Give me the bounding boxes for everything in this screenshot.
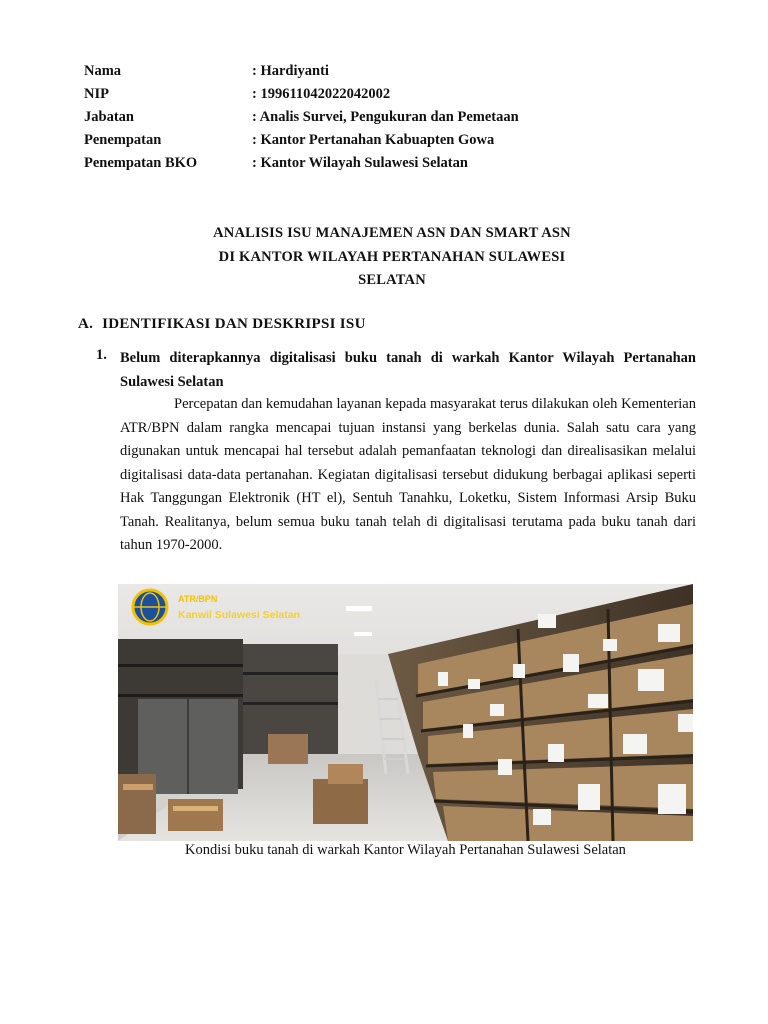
title-line-3: SELATAN — [358, 272, 426, 288]
info-label: NIP — [84, 86, 109, 102]
title-line-2: DI KANTOR WILAYAH PERTANAHAN SULAWESI — [218, 248, 566, 265]
photo-caption: Kondisi buku tanah di warkah Kantor Wilayah Pertanahan Sulawesi Selatan — [185, 842, 626, 858]
section-heading — [78, 316, 366, 333]
info-row-penempatan — [84, 129, 519, 152]
item-number: 1. — [96, 347, 107, 363]
document-title — [160, 222, 624, 293]
section-title: IDENTIFIKASI DAN DESKRIPSI ISU — [102, 316, 366, 332]
kanwil-logo-icon — [133, 590, 167, 624]
info-row-jabatan — [84, 106, 519, 129]
info-label: Penempatan — [84, 132, 162, 148]
logo-text: Kanwil Sulawesi Selatan — [178, 609, 300, 621]
item-paragraph — [120, 393, 696, 558]
paragraph-text: Percepatan dan kemudahan layanan kepada masyarakat terus dilakukan oleh Kementerian ATR/BPN dalam rangka mencapai tujuan instansi yang berkelas dunia. Salah satu cara yang digunakan untuk mencapai hal tersebut adalah pemanfaatan teknologi dan direalisasikan melalui digitalisasi data-data pertanahan. Kegiatan digitalisasi tersebut didukung berbagai aplikasi seperti Hak Tanggungan Elektronik (HT el), Sentuh Tanahku, Loketku, Sistem Informasi Arsip Buku Tanah. Realitanya, belum semua buku tanah telah di digitalisasi terutama pada buku tanah dari tahun 1970-2000. — [120, 396, 696, 553]
archive-photo-illustration — [118, 584, 693, 841]
info-value: : Kantor Wilayah Sulawesi Selatan — [252, 155, 468, 171]
info-value: : Analis Survei, Pengukuran dan Pemetaan — [252, 109, 519, 125]
info-row-penempatan-bko — [84, 152, 519, 175]
info-label: Jabatan — [84, 109, 134, 125]
info-value: : 199611042022042002 — [252, 86, 391, 102]
info-label: Nama — [84, 63, 122, 79]
info-row-nip — [84, 83, 519, 106]
logo-subtext: ATR/BPN — [178, 594, 218, 604]
info-row-nama — [84, 60, 519, 83]
employee-info — [84, 60, 519, 175]
item-heading: Belum diterapkannya digitalisasi buku tanah di warkah Kantor Wilayah Pertanahan Sulawesi Selatan — [120, 350, 696, 390]
archive-photo — [118, 584, 693, 841]
info-value: : Hardiyanti — [252, 63, 329, 79]
section-number: A. — [78, 316, 94, 332]
info-label: Penempatan BKO — [84, 155, 198, 171]
title-line-1: ANALISIS ISU MANAJEMEN ASN DAN SMART ASN — [213, 225, 571, 241]
info-value: : Kantor Pertanahan Kabuapten Gowa — [252, 132, 495, 148]
